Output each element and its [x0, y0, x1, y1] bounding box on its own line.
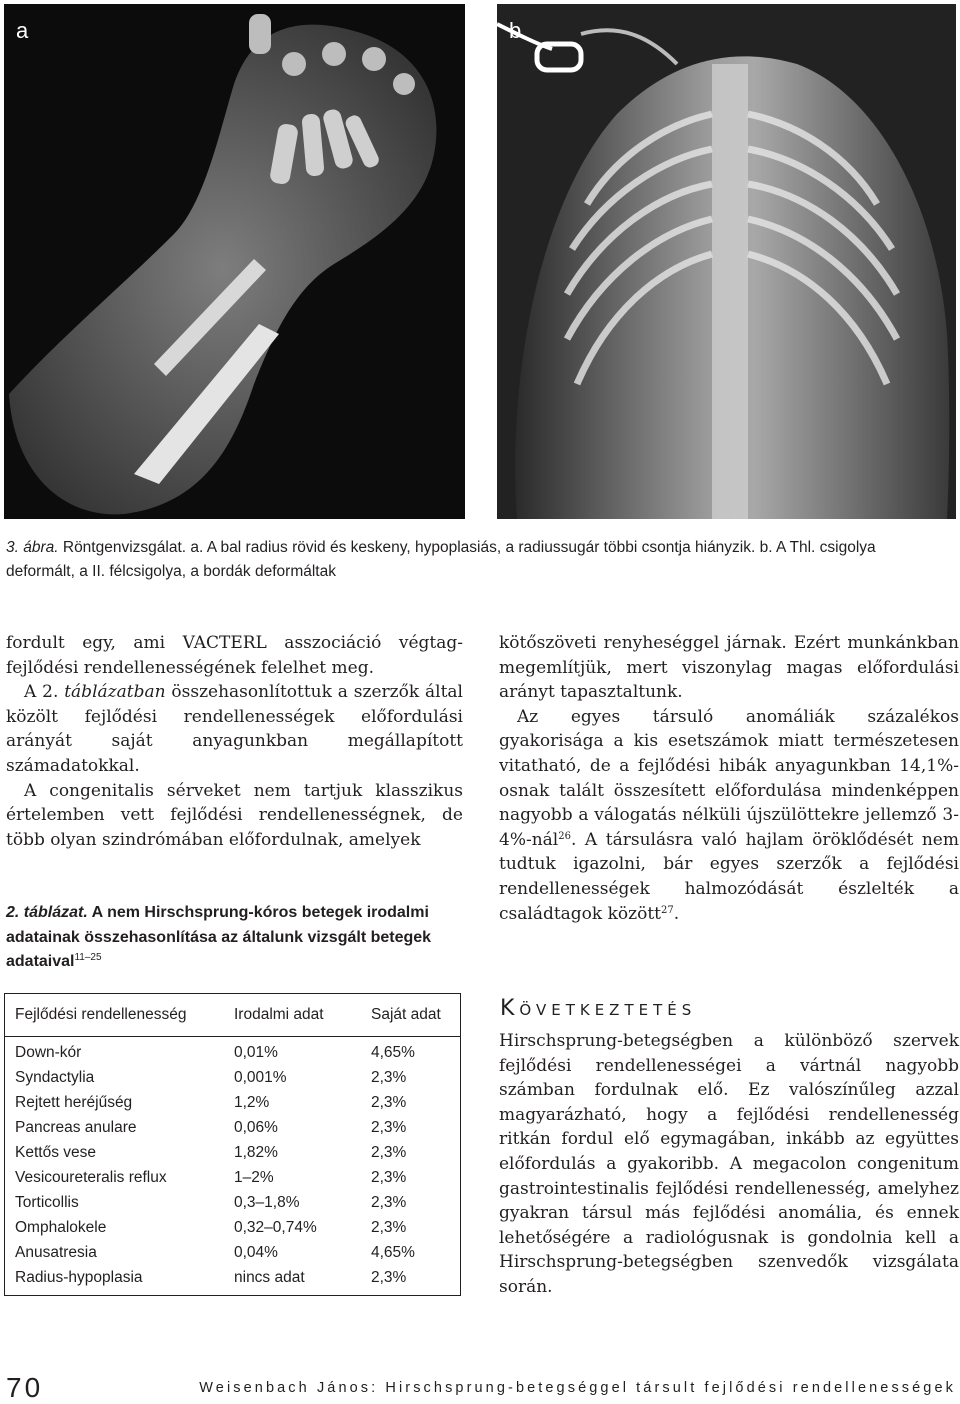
- left-paragraph-1: fordult egy, ami VACTERL asszociáció végtag-fejlődési rendellenességének felelhet meg.: [6, 633, 463, 678]
- page-number: 70: [6, 1372, 44, 1403]
- table-header-own: Saját adat: [371, 1006, 441, 1023]
- citation-sup-26: 26: [558, 830, 571, 842]
- table-cell-own: 4,65%: [371, 1044, 415, 1061]
- right-paragraph-2-b: . A társulásra való hajlam öröklődését nem tudtuk igazolni, bár egyes szerzők a fejlődési rendellenességek halmozódását észlelték a családtagok között: [499, 829, 959, 924]
- table-cell-literature: 0,3–1,8%: [234, 1194, 300, 1211]
- panel-b-label: b: [509, 18, 522, 43]
- table-caption: [6, 901, 464, 975]
- table-cell-anomaly: Pancreas anulare: [15, 1119, 137, 1136]
- left-paragraph-2-start: A 2.: [24, 682, 65, 703]
- figure-caption-lead: 3. ábra.: [6, 539, 59, 556]
- table-cell-anomaly: Kettős vese: [15, 1144, 96, 1161]
- right-paragraph-1: kötőszöveti renyheséggel járnak. Ezért munkánkban megemlítjük, mert viszonylag magas előfordulási arányt tapasztaltunk.: [499, 633, 959, 703]
- table-cell-literature: 1,2%: [234, 1094, 270, 1111]
- table-cell-own: 2,3%: [371, 1069, 407, 1086]
- table-cell-anomaly: Syndactylia: [15, 1069, 95, 1086]
- table-cell-anomaly: Vesicoureteralis reflux: [15, 1169, 167, 1186]
- table-cell-literature: 0,01%: [234, 1044, 278, 1061]
- table-row: [15, 1140, 450, 1165]
- right-paragraph-2-a: Az egyes társuló anomáliák százalékos gyakorisága a kis esetszámok miatt természetesen vitatható, de a fejlődési hibák anyagunkban 14,1%-osnak talált összesített előfordulása mindenképpen nagyobb a válogatás nélküli újszülöttekre jellemző 3-4%-nál: [499, 706, 959, 850]
- right-column: [499, 631, 959, 926]
- table-cell-literature: 1,82%: [234, 1144, 278, 1161]
- table-cell-literature: 0,04%: [234, 1244, 278, 1261]
- table-cell-own: 2,3%: [371, 1169, 407, 1186]
- table-row: [15, 1240, 450, 1265]
- table-row: [15, 1190, 450, 1215]
- table-cell-anomaly: Torticollis: [15, 1194, 79, 1211]
- table-cell-anomaly: Omphalokele: [15, 1219, 107, 1236]
- table-caption-sup: 11–25: [74, 952, 102, 963]
- xray-arm-image: [4, 4, 465, 519]
- table-cell-anomaly: Down-kór: [15, 1044, 82, 1061]
- table-cell-own: 2,3%: [371, 1194, 407, 1211]
- table-cell-literature: 1–2%: [234, 1169, 274, 1186]
- section-title-conclusion: Következtetés: [500, 996, 697, 1022]
- panel-a-label: a: [16, 18, 29, 43]
- table-cell-literature: 0,06%: [234, 1119, 278, 1136]
- table-row: [15, 1090, 450, 1115]
- table-cell-anomaly: Radius-hypoplasia: [15, 1269, 143, 1286]
- table-row: [15, 1165, 450, 1190]
- conclusion-column: [499, 1029, 959, 1300]
- table-header-rule: [5, 1036, 460, 1037]
- table-cell-own: 4,65%: [371, 1244, 415, 1261]
- left-paragraph-3: A congenitalis sérveket nem tartjuk klasszikus értelemben vett fejlődési rendellenességnek, de több olyan szindrómában előfordulnak, amelyek: [6, 780, 463, 850]
- right-paragraph-2-c: .: [673, 903, 680, 924]
- figure-caption: [6, 536, 926, 584]
- table-header: [15, 1006, 450, 1030]
- table-cell-own: 2,3%: [371, 1144, 407, 1161]
- citation-sup-27: 27: [661, 904, 674, 916]
- table-cell-own: 2,3%: [371, 1119, 407, 1136]
- conclusion-paragraph: Hirschsprung-betegségben a különböző szervek fejlődési rendellenességei a vártnál nagyobb számban fordulnak elő. Ez valószínűleg azzal magyarázható, hogy a fejlődési rendellenesség ritkán fordul elő egymagában, inkább az együttes előfordulás a gyakoribb. A megacolon congenitum gastrointestinalis fejlődési rendellenesség, amelyhez gyakran társul más fejlődési anomália, és ennek lehetőségére a radiológusnak is gondolnia kell a Hirschsprung-betegségben szenvedők vizsgálata során.: [499, 1031, 959, 1297]
- table-cell-literature: nincs adat: [234, 1269, 305, 1286]
- right-paragraph-2: [499, 705, 959, 926]
- table-body: [15, 1040, 450, 1290]
- left-column: [6, 631, 463, 852]
- left-paragraph-2: [6, 680, 463, 778]
- table-caption-text: A nem Hirschsprung-kóros betegek irodalmi adatainak összehasonlítása az általunk vizsgált betegek adataival: [6, 904, 432, 970]
- table-header-literature: Irodalmi adat: [234, 1006, 324, 1023]
- comparison-table: [4, 993, 461, 1296]
- xray-chest-image: [497, 4, 956, 519]
- running-footer-title: Weisenbach János: Hirschsprung-betegséggel társult fejlődési rendellenességek: [199, 1380, 956, 1396]
- table-cell-own: 2,3%: [371, 1219, 407, 1236]
- table-cell-anomaly: Anusatresia: [15, 1244, 97, 1261]
- table-row: [15, 1215, 450, 1240]
- left-paragraph-2-end: összehasonlítottuk a szerzők által közölt fejlődési rendellenességek előfordulási arányát saját anyagunkban megállapított számadatokkal.: [6, 682, 463, 776]
- table-row: [15, 1115, 450, 1140]
- table-cell-own: 2,3%: [371, 1269, 407, 1286]
- table-caption-lead: 2. táblázat.: [6, 904, 88, 921]
- left-paragraph-2-italic: táblázatban: [64, 682, 166, 703]
- table-cell-literature: 0,32–0,74%: [234, 1219, 317, 1236]
- table-cell-anomaly: Rejtett heréjűség: [15, 1094, 133, 1111]
- table-row: [15, 1265, 450, 1290]
- table-row: [15, 1040, 450, 1065]
- table-header-anomaly: Fejlődési rendellenesség: [15, 1006, 187, 1023]
- table-row: [15, 1065, 450, 1090]
- figure-caption-text: Röntgenvizsgálat. a. A bal radius rövid és keskeny, hypoplasiás, a radiussugár többi csontja hiányzik. b. A Thl. csigolya deformált, a II. félcsigolya, a bordák deformáltak: [6, 539, 876, 580]
- table-cell-literature: 0,001%: [234, 1069, 287, 1086]
- table-cell-own: 2,3%: [371, 1094, 407, 1111]
